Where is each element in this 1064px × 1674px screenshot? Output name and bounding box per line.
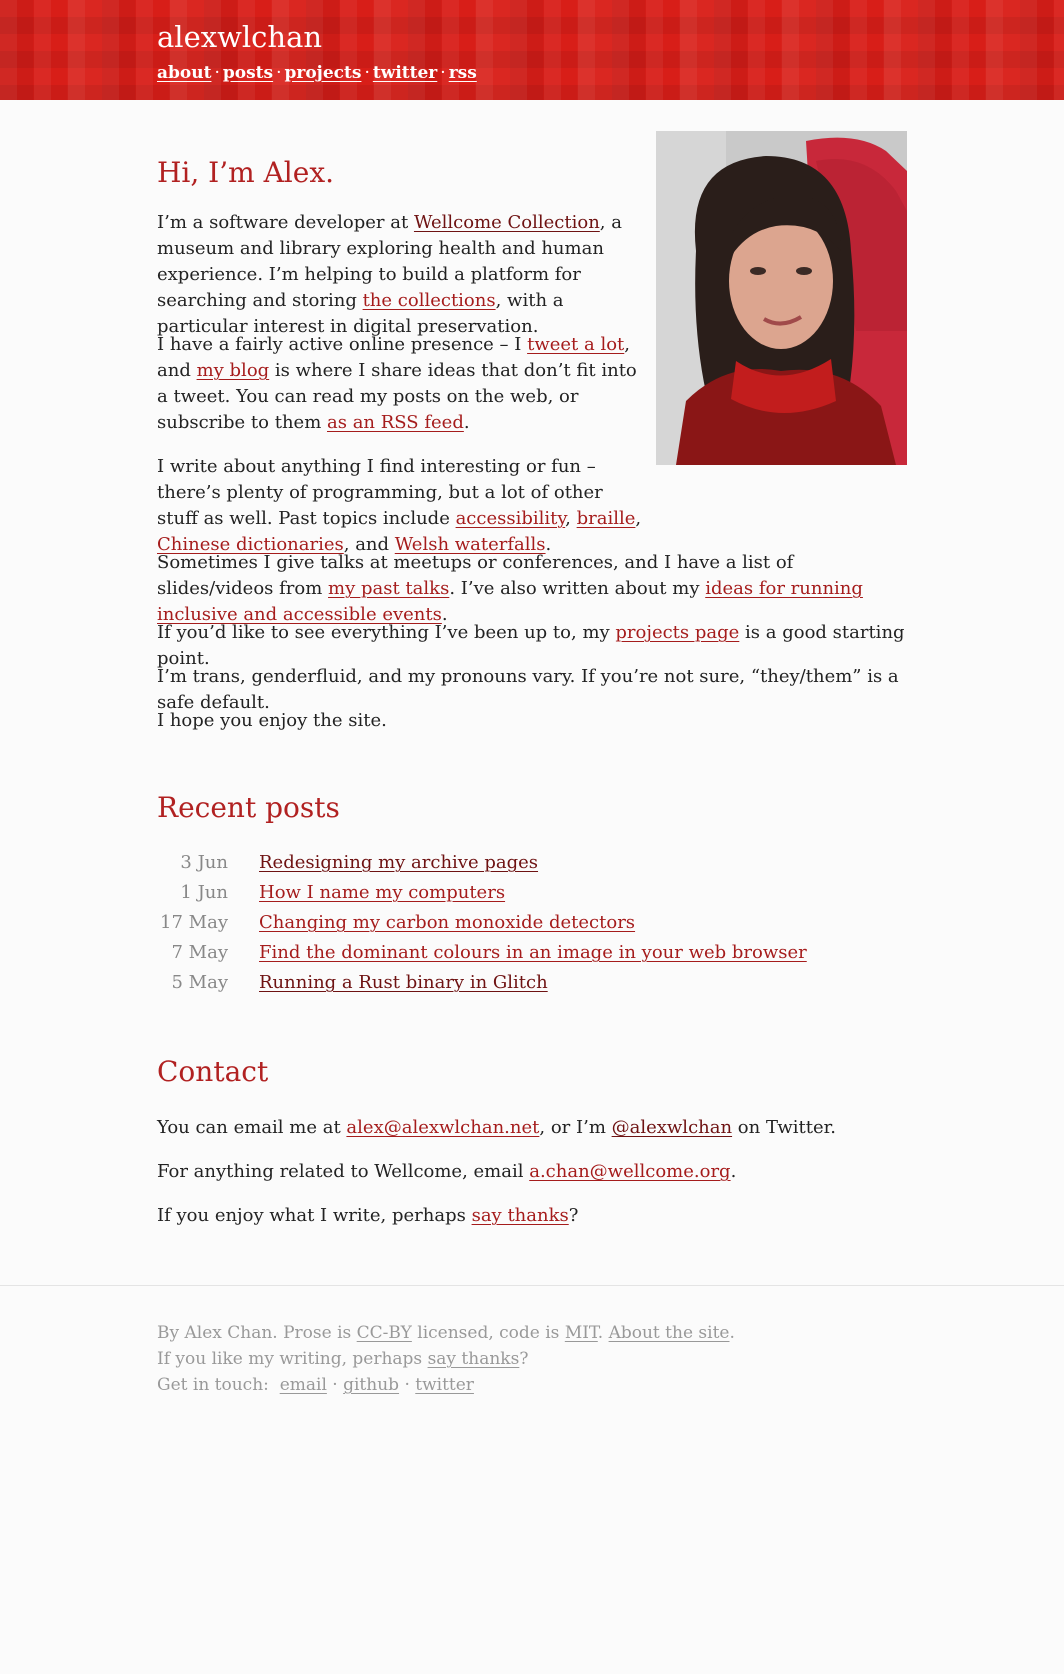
text: I have a fairly active online presence – I [157,334,528,355]
text: , or I’m [539,1117,612,1138]
text: Get in touch: [157,1375,280,1395]
mit-link[interactable]: MIT [564,1323,598,1343]
contact-paragraph-2 [157,1159,736,1185]
text: ? [568,1205,579,1226]
text: . [729,1323,735,1343]
intro-paragraph-6: I’m trans, genderfluid, and my pronouns vary. If you’re not sure, “they/them” is a safe default. [157,666,899,713]
intro-paragraph-3 [157,454,642,558]
post-link[interactable]: Redesigning my archive pages [259,852,539,873]
text: I write about anything I find interesting or fun – there’s plenty of programming, but a lot of other stuff as well. Past topics include [157,456,603,529]
recent-posts-heading: Recent posts [157,791,340,824]
text: , [635,508,642,529]
text: is a good starting point. [157,622,905,669]
text: If you like my writing, perhaps [157,1349,428,1369]
footer-license-line [157,1320,735,1346]
top-nav [157,63,477,83]
rss-feed-link[interactable]: as an RSS feed [327,412,464,433]
text: If you enjoy what I write, perhaps [157,1205,472,1226]
text: . [545,534,552,555]
past-talks-link[interactable]: my past talks [328,578,450,599]
site-footer [157,1320,735,1398]
about-the-site-link[interactable]: About the site [608,1323,730,1343]
text: , a museum and library exploring health and human experience. I’m helping to build a platform for searching and storing [157,212,622,311]
post-link[interactable]: How I name my computers [259,882,506,903]
post-link[interactable]: Changing my carbon monoxide detectors [259,912,636,933]
the-collections-link[interactable]: the collections [362,290,496,311]
text: You can email me at [157,1117,347,1138]
footer-contact-line [157,1372,735,1398]
welsh-waterfalls-link[interactable]: Welsh waterfalls [394,534,546,555]
chinese-dictionaries-link[interactable]: Chinese dictionaries [157,534,344,555]
separator: · [332,1375,338,1395]
intro-paragraph-2 [157,332,642,436]
nav-about[interactable]: about [157,63,212,83]
text: Sometimes I give talks at meetups or conferences, and I have a list of slides/videos from [157,552,794,599]
profile-photo [656,131,907,465]
nav-twitter[interactable]: twitter [372,63,438,83]
site-header [0,0,1064,100]
footer-say-thanks-link[interactable]: say thanks [427,1349,520,1369]
nav-projects[interactable]: projects [284,63,362,83]
say-thanks-link[interactable]: say thanks [471,1205,569,1226]
contact-heading: Contact [157,1055,269,1088]
text: on Twitter. [732,1117,836,1138]
contact-paragraph-1 [157,1115,836,1141]
text: For anything related to Wellcome, email [157,1161,530,1182]
intro-heading: Hi, I’m Alex. [157,156,335,189]
nav-rss[interactable]: rss [448,63,477,83]
intro-paragraph-4 [157,550,907,628]
email-link[interactable]: alex@alexwlchan.net [346,1117,540,1138]
post-date: 5 May [171,972,228,993]
post-date: 17 May [160,912,228,933]
wellcome-collection-link[interactable]: Wellcome Collection [413,212,600,233]
text: ? [519,1349,529,1369]
post-link[interactable]: Running a Rust binary in Glitch [259,972,548,993]
braille-link[interactable]: braille [576,508,636,529]
footer-github-link[interactable]: github [343,1375,400,1395]
post-date: 7 May [171,942,228,963]
post-link[interactable]: Find the dominant colours in an image in your web browser [259,942,807,963]
tweet-a-lot-link[interactable]: tweet a lot [527,334,625,355]
nav-separator: · [364,63,370,83]
post-date: 3 Jun [180,852,228,873]
accessibility-link[interactable]: accessibility [455,508,566,529]
contact-paragraph-3 [157,1203,578,1229]
text: , with a particular interest in digital preservation. [157,290,564,337]
post-date: 1 Jun [180,882,228,903]
text: , [565,508,577,529]
wellcome-email-link[interactable]: a.chan@wellcome.org [529,1161,731,1182]
inclusive-events-link[interactable]: ideas for running inclusive and accessible events [157,578,863,625]
text: . I’ve also written about my [449,578,706,599]
footer-twitter-link[interactable]: twitter [415,1375,474,1395]
projects-page-link[interactable]: projects page [615,622,740,643]
nav-separator: · [214,63,220,83]
text: . [730,1161,737,1182]
footer-divider [0,1285,1064,1286]
text: licensed, code is [411,1323,565,1343]
text: If you’d like to see everything I’ve been up to, my [157,622,616,643]
text: . [463,412,470,433]
twitter-handle-link[interactable]: @alexwlchan [611,1117,733,1138]
text: . [597,1323,609,1343]
nav-separator: · [276,63,282,83]
intro-paragraph-7: I hope you enjoy the site. [157,710,387,731]
text: is where I share ideas that don’t fit into a tweet. You can read my posts on the web, or subscribe to them [157,360,637,433]
my-blog-link[interactable]: my blog [196,360,270,381]
nav-posts[interactable]: posts [222,63,274,83]
nav-separator: · [440,63,446,83]
profile-photo-illustration [656,131,907,465]
text: By Alex Chan. Prose is [157,1323,357,1343]
text: , and [157,334,631,381]
footer-email-link[interactable]: email [279,1375,327,1395]
text: , and [343,534,395,555]
text: I’m a software developer at [157,212,414,233]
footer-thanks-line [157,1346,735,1372]
site-title-link[interactable]: alexwlchan [157,20,323,54]
text: . [441,604,448,625]
intro-paragraph-1 [157,210,642,340]
cc-by-link[interactable]: CC-BY [356,1323,412,1343]
separator: · [404,1375,410,1395]
